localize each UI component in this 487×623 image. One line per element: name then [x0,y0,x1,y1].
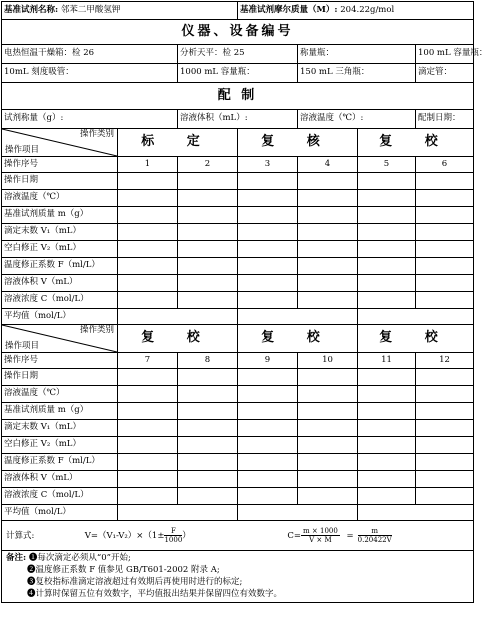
reagent-name-label: 基准试剂名称: [4,4,59,15]
seq-number: 8 [178,353,238,369]
section1-header [2,129,474,157]
seq-number: 9 [238,353,298,369]
row-label: 温度修正系数 F（ml/L） [2,258,118,275]
seq-row [2,353,474,369]
seq-number: 11 [358,353,416,369]
volume-fraction-numerator: F [164,527,182,536]
data-row [2,386,474,403]
data-row [2,173,474,190]
section2-header [2,325,474,353]
data-row [2,241,474,258]
volume-formula [85,527,285,544]
group-header: 复 校 [358,129,474,157]
instrument-field: 滴定管： [416,64,474,83]
data-row [2,437,474,454]
instruments-title: 仪器、设备编号 [2,20,474,45]
formula-cell [2,521,474,551]
note-item: ❶每次滴定必须从“0”开始; [28,553,131,563]
data-row [2,454,474,471]
section1-diagonal-header [2,129,118,157]
instrument-field: 称量瓶： [298,45,416,64]
instrument-field: 电热恒温干燥箱：检 26 [2,45,178,64]
instruments-row [2,64,474,83]
conc-fraction-1 [301,527,340,544]
note-item: ❷温度修正系数 F 值参见 GB/T601-2002 附录 A; [27,565,220,575]
group-header: 复 校 [358,325,474,353]
row-label: 溶液体积 V（mL） [2,471,118,488]
conc-fraction-1-numerator: m × 1000 [303,526,338,535]
diag-top-label: 操作类别 [79,129,114,139]
note-item: ❹计算时保留五位有效数字，平均值报出结果并保留四位有效数字。 [27,589,283,599]
instrument-field: 1000 mL 容量瓶： [178,64,298,83]
row-label: 操作日期 [2,369,118,386]
note-item: ❸复校指标准滴定溶液超过有效期后再使用时进行的标定; [27,577,243,587]
diag-bottom-label: 操作项目 [5,340,40,351]
prep-title: 配 制 [2,83,474,110]
seq-number: 7 [118,353,178,369]
conc-fraction-2-numerator: m [358,527,392,536]
average-row [2,309,474,325]
reagent-name-cell [2,2,238,20]
data-row [2,488,474,505]
seq-number: 4 [298,157,358,173]
data-row [2,275,474,292]
molar-mass-cell [238,2,474,20]
notes-row [2,551,474,603]
group-header: 标 定 [118,129,238,157]
data-row [2,190,474,207]
data-row [2,471,474,488]
seq-label: 操作序号 [2,157,118,173]
group-header: 复 校 [118,325,238,353]
prep-row [2,110,474,129]
notes-label: 备注: [6,553,27,563]
seq-label: 操作序号 [2,353,118,369]
instrument-field: 100 mL 容量瓶： [416,45,474,64]
reagent-name-value: 邻苯二甲酸氢钾 [60,4,121,15]
row-label: 溶液温度（℃） [2,386,118,403]
data-row [2,292,474,309]
prep-field: 试剂称量（g）: [2,110,178,129]
notes-cell [2,551,474,603]
row-label: 温度修正系数 F（ml/L） [2,454,118,471]
diag-bottom-label: 操作项目 [5,144,40,155]
row-label: 溶液浓度 C（mol/L） [2,488,118,505]
volume-fraction [164,527,182,544]
volume-fraction-denominator: 1000 [164,536,183,544]
seq-number: 5 [358,157,416,173]
row-label: 溶液温度（℃） [2,190,118,207]
formula-label: 计算式: [6,531,35,541]
prep-field: 溶液体积（mL）: [178,110,298,129]
row-label: 溶液体积 V（mL） [2,275,118,292]
instrument-field: 分析天平：检 25 [178,45,298,64]
conc-fraction-2 [358,527,392,544]
volume-formula-left: V=（V₁-V₂）×（1± [84,531,165,541]
header-row [2,2,474,20]
row-label: 平均值（mol/L） [2,505,118,521]
row-label: 空白修正 V₂（mL） [2,241,118,258]
seq-number: 1 [118,157,178,173]
data-row [2,403,474,420]
section2-diagonal-header [2,325,118,353]
conc-fraction-2-denominator: 0.20422V [357,536,392,544]
average-row [2,505,474,521]
data-row [2,369,474,386]
reagent-calibration-form [1,1,487,603]
seq-number: 12 [416,353,474,369]
row-label: 基准试剂质量 m（g） [2,207,118,224]
molar-mass-value: 204.22g/mol [340,4,395,15]
data-row [2,420,474,437]
row-label: 平均值（mol/L） [2,309,118,325]
row-label: 溶液浓度 C（mol/L） [2,292,118,309]
instrument-field: 10mL 刻度吸管： [2,64,178,83]
data-row [2,207,474,224]
conc-equals: = [346,531,354,541]
instruments-row [2,45,474,64]
formula-row [2,521,474,551]
row-label: 操作日期 [2,173,118,190]
volume-formula-right: ） [182,531,191,541]
data-row [2,224,474,241]
seq-number: 2 [178,157,238,173]
prep-field: 配制日期： [416,110,474,129]
group-header: 复 校 [238,325,358,353]
conc-formula-left: C= [287,531,302,541]
seq-number: 3 [238,157,298,173]
seq-row [2,157,474,173]
conc-fraction-1-denominator: V × M [309,536,332,544]
seq-number: 10 [298,353,358,369]
row-label: 空白修正 V₂（mL） [2,437,118,454]
seq-number: 6 [416,157,474,173]
group-header: 复 核 [238,129,358,157]
row-label: 基准试剂质量 m（g） [2,403,118,420]
form-table [1,1,487,603]
instrument-field: 150 mL 三角瓶： [298,64,416,83]
diag-top-label: 操作类别 [79,325,114,335]
data-row [2,258,474,275]
prep-field: 溶液温度（℃）: [298,110,416,129]
row-label: 滴定末数 V₁（mL） [2,420,118,437]
molar-mass-label: 基准试剂摩尔质量（M）: [240,4,338,15]
row-label: 滴定末数 V₁（mL） [2,224,118,241]
